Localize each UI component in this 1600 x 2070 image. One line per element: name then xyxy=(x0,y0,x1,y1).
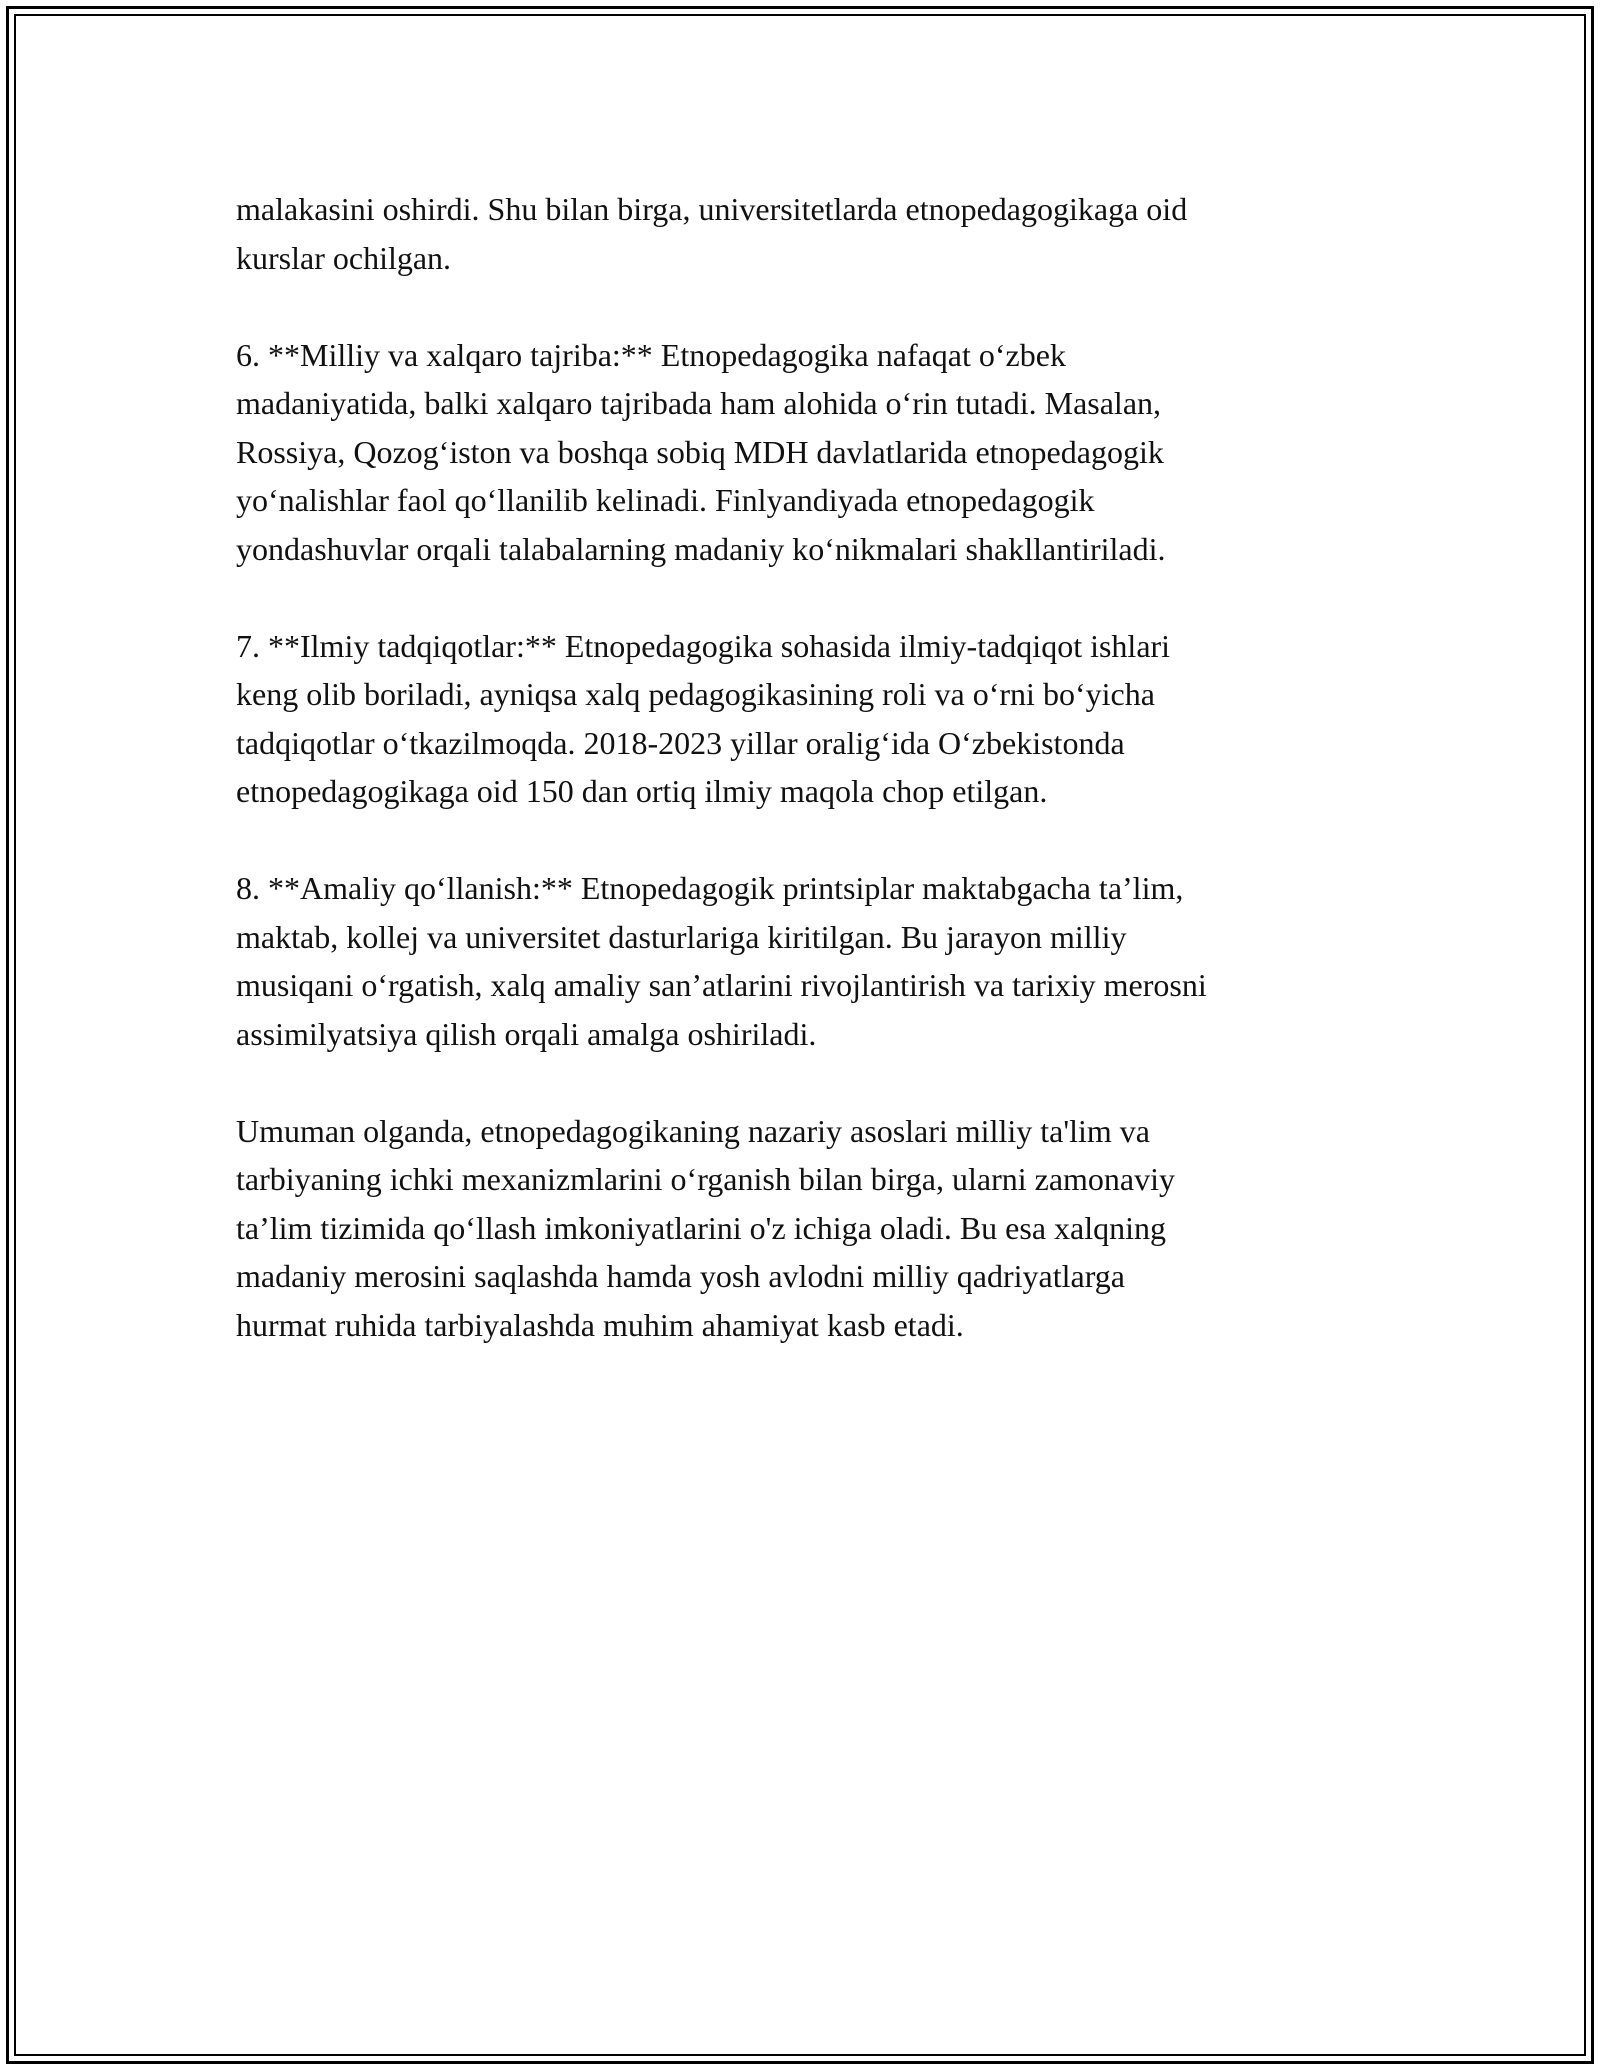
text-line: maktab, kollej va universitet dasturlariga kiritilgan. Bu jarayon milliy xyxy=(236,918,1127,955)
text-line: hurmat ruhida tarbiyalashda muhim ahamiyat kasb etadi. xyxy=(236,1306,964,1343)
paragraph-item-6 xyxy=(236,331,1366,574)
text-line: kurslar ochilgan. xyxy=(236,239,452,276)
paragraph-continuation xyxy=(236,185,1366,282)
text-line: 6. **Milliy va xalqaro tajriba:** Etnopedagogika nafaqat oʻzbek xyxy=(236,336,1066,373)
paragraph-item-7 xyxy=(236,622,1366,816)
text-line: assimilyatsiya qilish orqali amalga oshiriladi. xyxy=(236,1015,817,1052)
text-line: Umuman olganda, etnopedagogikaning nazariy asoslari milliy ta'lim va xyxy=(236,1112,1150,1149)
text-line: etnopedagogikaga oid 150 dan ortiq ilmiy maqola chop etilgan. xyxy=(236,773,1048,809)
paragraph-conclusion xyxy=(236,1107,1366,1350)
text-line: Rossiya, Qozogʻiston va boshqa sobiq MDH davlatlarida etnopedagogik xyxy=(236,433,1164,470)
text-line: tarbiyaning ichki mexanizmlarini oʻrganish bilan birga, ularni zamonaviy xyxy=(236,1161,1175,1197)
text-line: yoʻnalishlar faol qoʻllanilib kelinadi. Finlyandiyada etnopedagogik xyxy=(236,482,1095,518)
text-line: keng olib boriladi, ayniqsa xalq pedagogikasining roli va oʻrni boʻyicha xyxy=(236,676,1155,712)
text-line: madaniy merosini saqlashda hamda yosh avlodni milliy qadriyatlarga xyxy=(236,1258,1125,1294)
document-body xyxy=(236,185,1366,1398)
text-line: 8. **Amaliy qoʻllanish:** Etnopedagogik printsiplar maktabgacha ta’lim, xyxy=(236,870,1184,906)
text-line: malakasini oshirdi. Shu bilan birga, universitetlarda etnopedagogikaga oid xyxy=(236,191,1188,227)
text-line: 7. **Ilmiy tadqiqotlar:** Etnopedagogika sohasida ilmiy-tadqiqot ishlari xyxy=(236,627,1171,664)
text-line: madaniyatida, balki xalqaro tajribada ham alohida oʻrin tutadi. Masalan, xyxy=(236,385,1162,421)
text-line: ta’lim tizimida qoʻllash imkoniyatlarini o'z ichiga oladi. Bu esa xalqning xyxy=(236,1209,1166,1246)
text-line: musiqani oʻrgatish, xalq amaliy san’atlarini rivojlantirish va tarixiy merosni xyxy=(236,967,1207,1003)
paragraph-item-8 xyxy=(236,864,1366,1058)
text-line: yondashuvlar orqali talabalarning madaniy koʻnikmalari shakllantiriladi. xyxy=(236,530,1166,567)
text-line: tadqiqotlar oʻtkazilmoqda. 2018-2023 yillar oraligʻida Oʻzbekistonda xyxy=(236,724,1125,761)
